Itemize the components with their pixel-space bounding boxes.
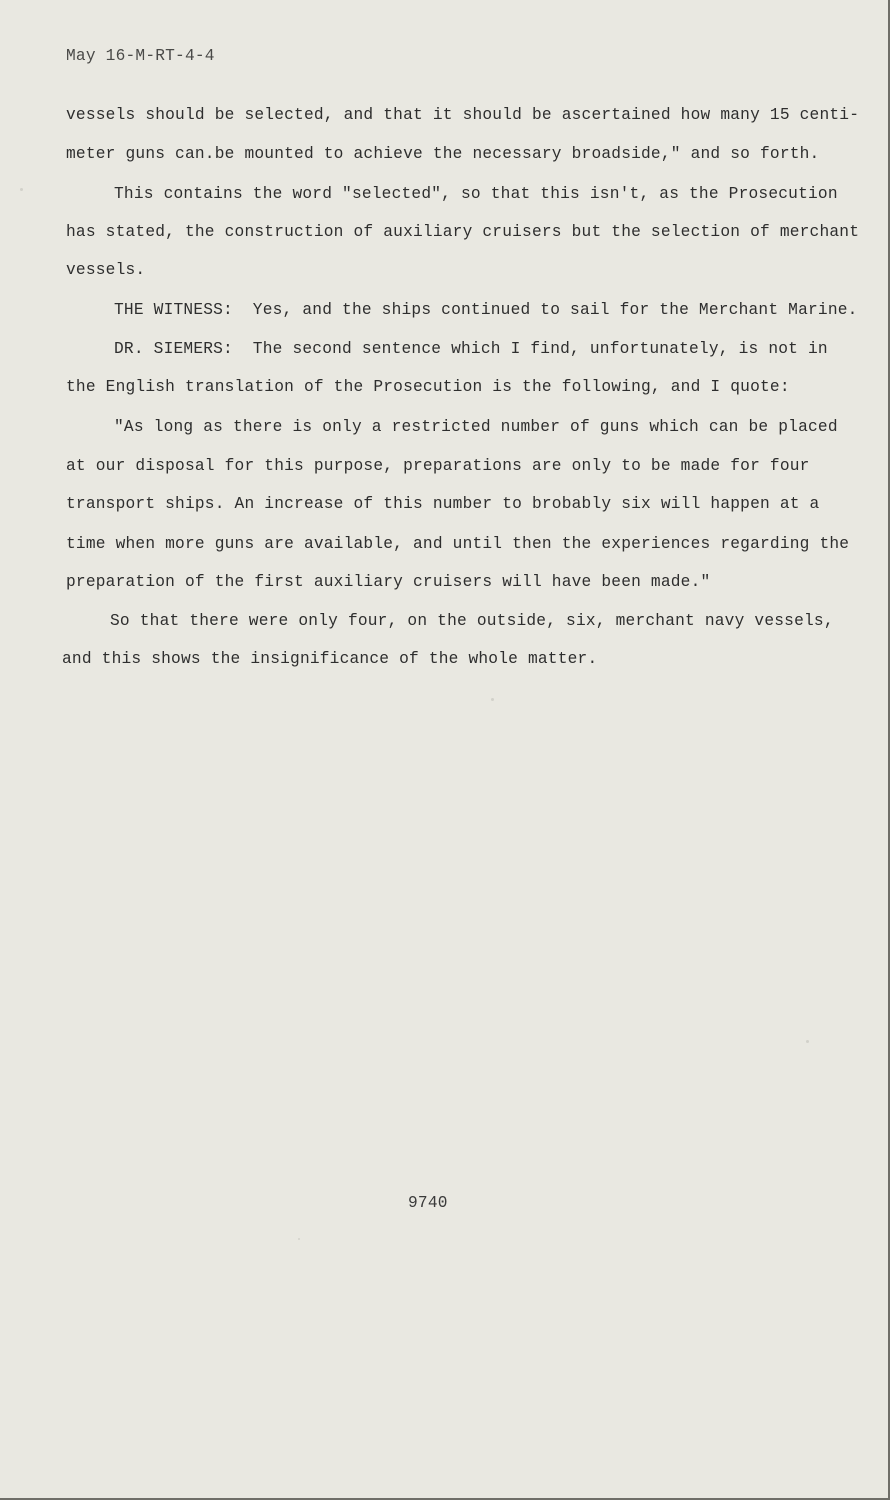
text-line-13: preparation of the first auxiliary cruisers will have been made."	[66, 573, 711, 591]
text-line-8: the English translation of the Prosecution is the following, and I quote:	[66, 378, 790, 396]
page-header: May 16-M-RT-4-4	[66, 47, 215, 65]
text-line-3: This contains the word "selected", so that this isn't, as the Prosecution	[114, 185, 838, 203]
text-line-4: has stated, the construction of auxiliary cruisers but the selection of merchant	[66, 223, 860, 241]
text-line-10: at our disposal for this purpose, preparations are only to be made for four	[66, 457, 810, 475]
paper-speck	[491, 698, 494, 701]
text-line-11: transport ships. An increase of this number to brobably six will happen at a	[66, 495, 820, 513]
text-line-15: and this shows the insignificance of the whole matter.	[62, 650, 598, 668]
paper-speck	[20, 188, 23, 191]
text-line-6: THE WITNESS: Yes, and the ships continued to sail for the Merchant Marine.	[114, 301, 858, 319]
text-line-12: time when more guns are available, and until then the experiences regarding the	[66, 535, 850, 553]
text-line-9: "As long as there is only a restricted number of guns which can be placed	[114, 418, 838, 436]
paper-speck	[806, 1040, 809, 1043]
text-line-2: meter guns can.be mounted to achieve the necessary broadside," and so forth.	[66, 145, 820, 163]
page-number: 9740	[408, 1194, 448, 1212]
paper-speck	[298, 1238, 300, 1240]
text-line-7: DR. SIEMERS: The second sentence which I find, unfortunately, is not in	[114, 340, 828, 358]
text-line-1: vessels should be selected, and that it should be ascertained how many 15 centi-	[66, 106, 860, 124]
text-line-14: So that there were only four, on the outside, six, merchant navy vessels,	[110, 612, 834, 630]
text-line-5: vessels.	[66, 261, 146, 279]
